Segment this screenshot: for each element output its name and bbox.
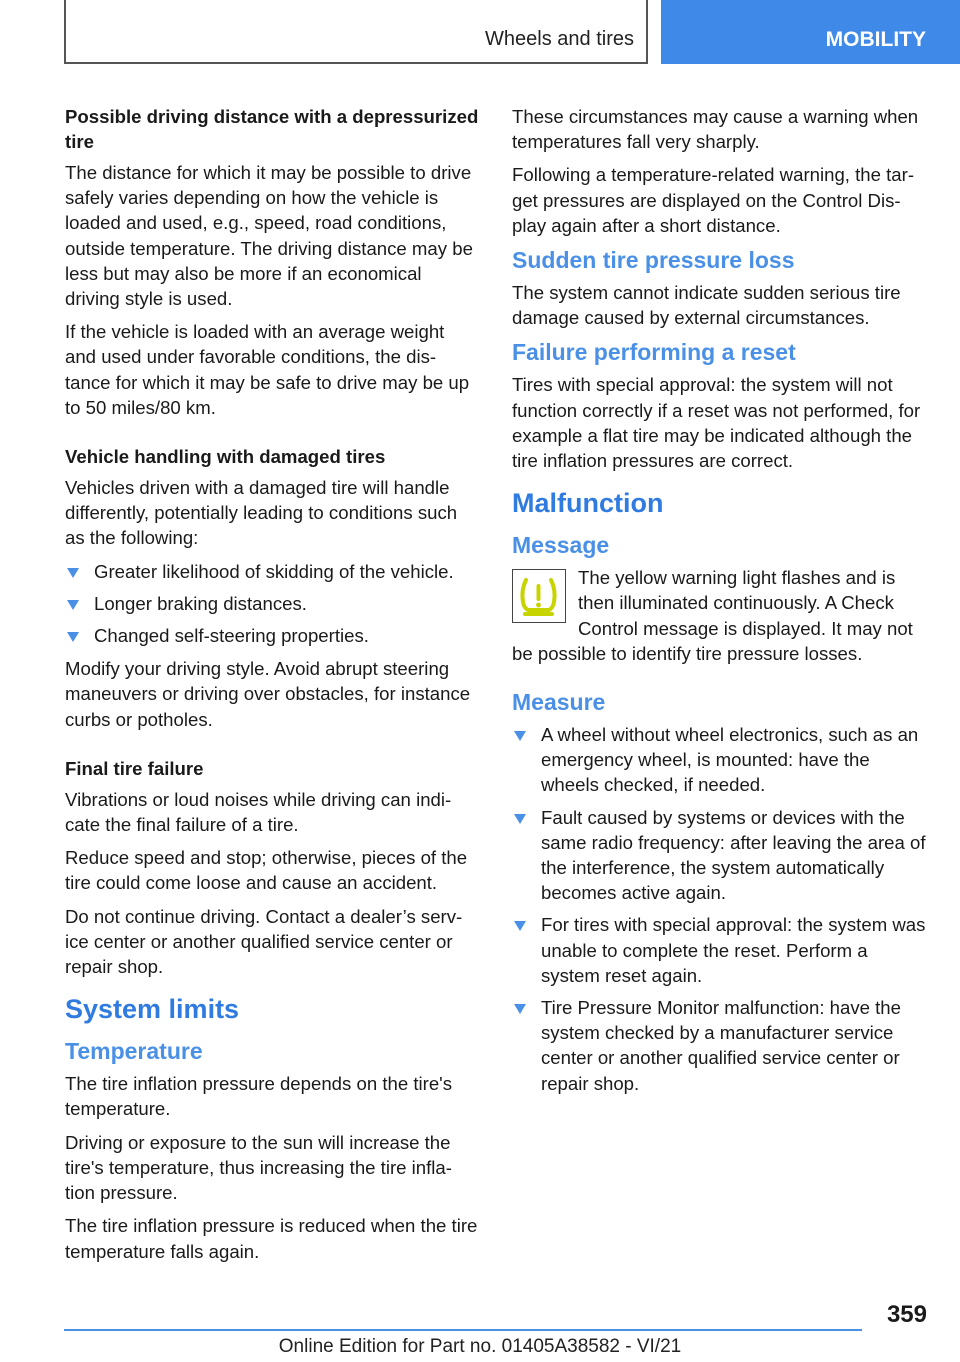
- triangle-bullet-icon: [67, 600, 79, 610]
- right-column: [512, 104, 926, 1104]
- paragraph: Reduce speed and stop; otherwise, pieces of the tire could come loose and cause an accident.: [65, 847, 468, 894]
- list-item: Fault caused by systems or devices with the same radio frequency: after leaving the area of the interference, the system automatically becomes active again.: [512, 805, 926, 906]
- list-item: Changed self-steering properties.: [65, 623, 480, 648]
- paragraph: If the vehicle is loaded with an average weight and used under favorable conditions, the dis-tance for which it may be safe to drive may be up to 50 miles/80 km.: [65, 321, 470, 418]
- paragraph: The tire inflation pressure depends on the tire's temperature.: [65, 1073, 453, 1120]
- paragraph: Do not continue driving. Contact a dealer’s serv-ice center or another qualified service center or repair shop.: [65, 905, 463, 978]
- heading-system-limits: System limits: [65, 994, 240, 1025]
- paragraph: Tires with special approval: the system will not function correctly if a reset was not performed, for example a flat tire may be indicated although the tire inflation pressures are correct.: [512, 374, 921, 472]
- header-section-box: [64, 0, 648, 64]
- triangle-bullet-icon: [514, 1004, 526, 1014]
- heading-final-tire-failure: Final tire failure: [65, 757, 204, 779]
- heading-measure: Measure: [512, 689, 606, 716]
- paragraph: Driving or exposure to the sun will increase the tire's temperature, thus increasing the tire infla-tion pressure.: [65, 1131, 452, 1204]
- heading-message: Message: [512, 532, 610, 559]
- triangle-bullet-icon: [514, 921, 526, 931]
- footer-edition: Online Edition for Part no. 01405A38582 - VI/21: [278, 1336, 682, 1357]
- triangle-bullet-icon: [514, 731, 526, 741]
- paragraph: Vibrations or loud noises while driving can indi-cate the final failure of a tire.: [65, 788, 452, 836]
- heading-reset-failure: Failure performing a reset: [512, 339, 796, 366]
- paragraph: The yellow warning light flashes and is then illuminated continuously. A Check Control message is displayed. It may not be possible to identify tire pressure losses.: [512, 567, 913, 664]
- heading-driving-distance: Possible driving distance with a depressurized tire: [65, 106, 479, 152]
- handling-list: [65, 559, 480, 649]
- heading-malfunction: Malfunction: [512, 488, 664, 519]
- footer-divider: [64, 1329, 862, 1331]
- list-item: Longer braking distances.: [65, 591, 480, 616]
- paragraph: The system cannot indicate sudden serious tire damage caused by external circumstances.: [512, 282, 901, 329]
- list-item: A wheel without wheel electronics, such as an emergency wheel, is mounted: have the wheels checked, if needed.: [512, 722, 926, 798]
- triangle-bullet-icon: [67, 568, 79, 578]
- list-item: For tires with special approval: the system was unable to complete the reset. Perform a system reset again.: [512, 912, 926, 988]
- triangle-bullet-icon: [67, 632, 79, 642]
- section-title: Wheels and tires: [485, 28, 634, 50]
- heading-sudden-pressure-loss: Sudden tire pressure loss: [512, 247, 795, 274]
- tire-pressure-warning-icon: [512, 569, 566, 623]
- heading-temperature: Temperature: [65, 1038, 203, 1065]
- heading-vehicle-handling: Vehicle handling with damaged tires: [65, 446, 386, 468]
- paragraph: The distance for which it may be possible to drive safely varies depending on how the vehicle is loaded and used, e.g., speed, road conditions, outside temperature. The driving distance may be less but may also be more if an economical driving style is used.: [65, 162, 473, 310]
- page-number: 359: [886, 1301, 927, 1328]
- left-column: [65, 104, 480, 1272]
- paragraph: Modify your driving style. Avoid abrupt steering maneuvers or driving over obstacles, for instance curbs or potholes.: [65, 658, 471, 730]
- triangle-bullet-icon: [514, 814, 526, 824]
- paragraph: These circumstances may cause a warning when temperatures fall very sharply.: [512, 106, 919, 153]
- measure-list: [512, 722, 926, 1096]
- paragraph: The tire inflation pressure is reduced when the tire temperature falls again.: [65, 1215, 478, 1262]
- chapter-tab[interactable]: MOBILITY: [661, 0, 960, 64]
- list-item: Tire Pressure Monitor malfunction: have the system checked by a manufacturer service center or another qualified service center or repair shop.: [512, 995, 926, 1096]
- paragraph: Vehicles driven with a damaged tire will handle differently, potentially leading to conditions such as the following:: [65, 477, 458, 549]
- warning-message-block: [512, 565, 926, 666]
- paragraph: Following a temperature-related warning, the tar-get pressures are displayed on the Control Dis-play again after a short distance.: [512, 164, 915, 236]
- list-item: Greater likelihood of skidding of the vehicle.: [65, 559, 480, 584]
